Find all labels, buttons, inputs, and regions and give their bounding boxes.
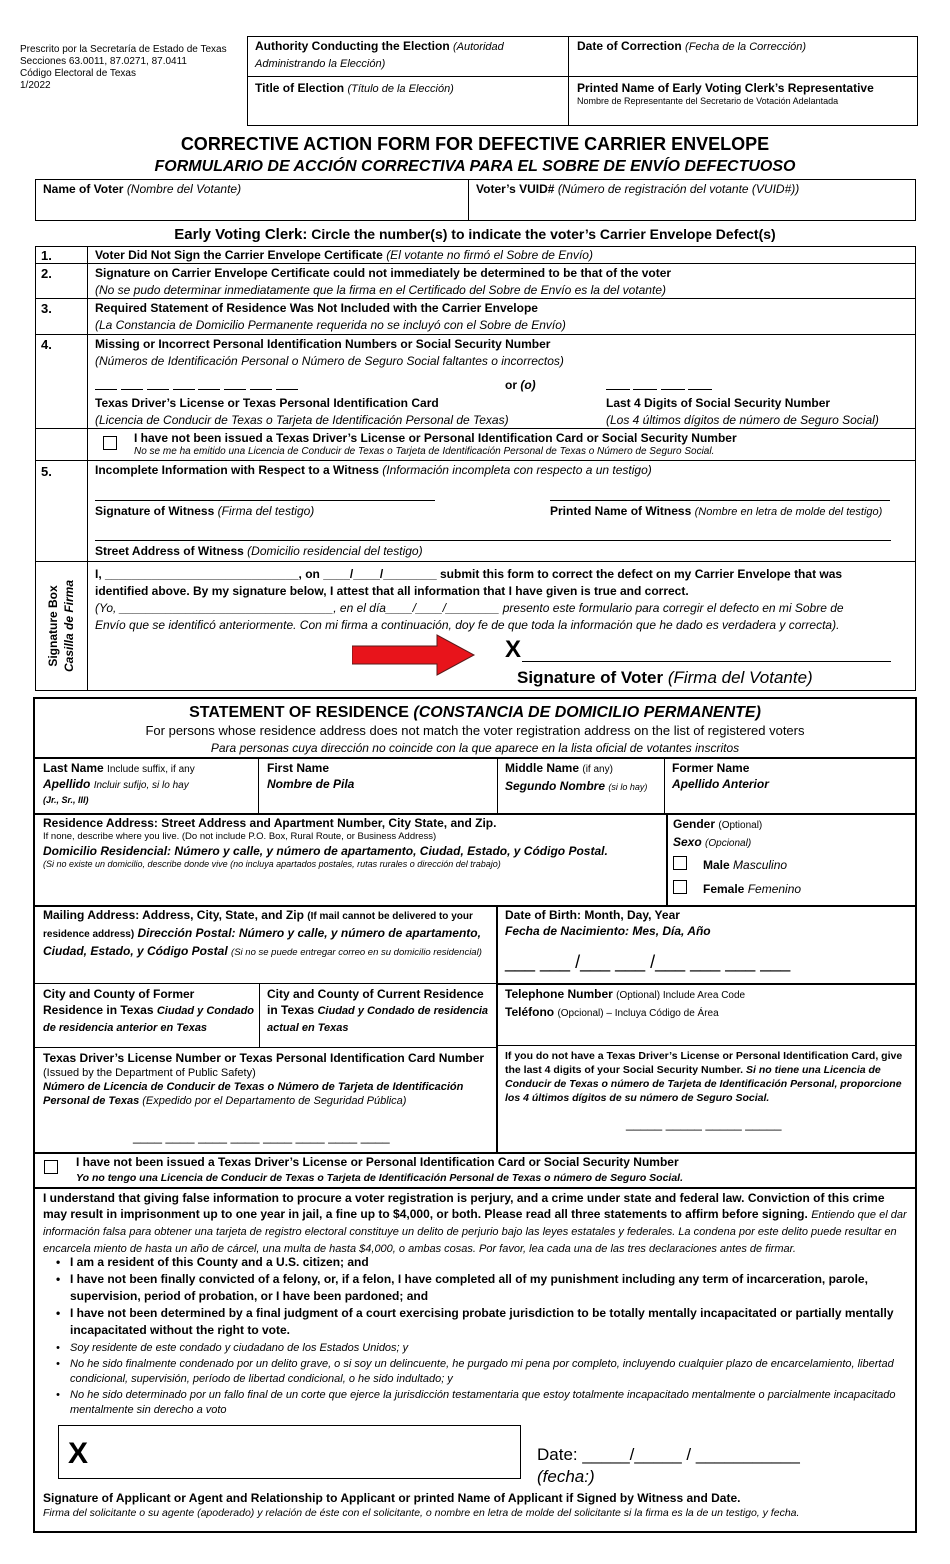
residence-address-field[interactable] xyxy=(43,815,663,870)
witness-addr-en: Street Address of Witness xyxy=(95,544,244,558)
arrow-icon xyxy=(352,633,476,677)
first-name-field[interactable] xyxy=(267,760,354,792)
dob-es: Fecha de Nacimiento: Mes, Día, Año xyxy=(505,924,711,938)
perjury-es: Entiendo que el dar información falsa para obtener una tarjeta de registro electoral constituye un delito de perjurio bajo las leyes estatales y federales. La condena por este delito puede resultar en encarcela miento de hasta un año de cárcel, una multa de hasta $4,000, o ambas cosas. Por favor, lea cada una de las tres declaraciones antes de firmar. xyxy=(43,1209,907,1255)
applicant-signature-box[interactable] xyxy=(58,1425,521,1479)
not-issued-en: I have not been issued a Texas Driver’s License or Personal Identification Card or Social Security Number xyxy=(134,431,737,445)
defect-1-es: (El votante no firmó el Sobre de Envío) xyxy=(386,248,593,262)
clerk-representative-field[interactable] xyxy=(577,80,915,107)
middle-name-es-note: (si lo hay) xyxy=(608,782,648,792)
affirmation-item: • I am a resident of this County and a U.S. citizen; and xyxy=(50,1254,910,1271)
female-label: Female xyxy=(703,882,745,896)
affirmation-item-es: • Soy residente de este condado y ciudadano de los Estados Unidos; y xyxy=(50,1341,910,1357)
defect-3-es: (La Constancia de Domicilio Permanente requerida no se incluyó con el Sobre de Envío) xyxy=(95,318,566,332)
witness-sig-es: (Firma del testigo) xyxy=(217,504,315,518)
witness-signature-label xyxy=(95,503,314,519)
male-es: Masculino xyxy=(733,858,788,872)
phone-label: Telephone Number xyxy=(505,987,613,1001)
female-checkbox[interactable] xyxy=(673,880,687,894)
date-field[interactable] xyxy=(537,1444,800,1466)
gender-note: (Optional) xyxy=(718,820,763,831)
mail-note: (If mail cannot be delivered to your residence address) xyxy=(43,911,473,940)
first-name-es: Nombre de Pila xyxy=(267,777,355,791)
side-label-en: Signature Box xyxy=(46,585,60,667)
defect-3-en: Required Statement of Residence Was Not Included with the Carrier Envelope xyxy=(95,301,538,315)
witness-name-label xyxy=(550,503,882,520)
attest-en-2: identified above. By my signature below, I attest that all information that I have given is true and correct. xyxy=(95,584,689,598)
title-election-label: Title of Election xyxy=(255,81,345,95)
last-name-es: Apellido xyxy=(43,777,91,791)
form-title-es: FORMULARIO DE ACCIÓN CORRECTIVA PARA EL SOBRE DE ENVÍO DEFECTUOSO xyxy=(154,158,796,175)
dob-field[interactable] xyxy=(505,907,711,939)
applicant-signature-label-es: Firma del solicitante o su agente (apoderado) y relación de éste con el solicitante, o nombre en letra de molde del solicitante si la firma es la de un testigo, y fecha. xyxy=(43,1507,800,1519)
phone-note: (Optional) Include Area Code xyxy=(616,990,746,1001)
dl-number-note: (Issued by the Department of Public Safety) xyxy=(43,1067,256,1079)
female-option xyxy=(703,881,801,897)
prescribed-line: 1/2022 xyxy=(20,80,51,91)
perjury-en: I understand that giving false information to procure a voter registration is perjury, and a crime under state and federal law. Conviction of this crime may result in imprisonment up to one year in jail, a fine up to $4,000, or both. Please read all three statements to affirm before signing. xyxy=(43,1191,885,1221)
authority-label-es: (Autoridad Administrando la Elección) xyxy=(255,41,504,70)
defect-number-4[interactable]: 4. xyxy=(41,337,52,352)
dob-label: Date of Birth: Month, Day, Year xyxy=(505,908,680,922)
prescribed-line: Prescrito por la Secretaría de Estado de Texas xyxy=(20,44,227,55)
prescribed-block xyxy=(20,44,240,92)
dl-label-es: (Licencia de Conducir de Texas o Tarjeta de Identificación Personal de Texas) xyxy=(95,413,509,427)
prescribed-line: Secciones 63.0011, 87.0271, 87.0411 xyxy=(20,56,187,67)
witness-addr-es: (Domicilio residencial del testigo) xyxy=(247,544,423,558)
voter-sig-en: Signature of Voter xyxy=(517,668,664,687)
affirmation-item-es: • No he sido determinado por un fallo final de un corte que ejerce la jurisdicción testamentaria que estoy totalmente incapacitado mentalmente o parcialmente incapacitado mentalmente sin derecho a voto xyxy=(50,1388,910,1419)
dl-number-blanks[interactable] xyxy=(95,378,298,394)
dob-blanks[interactable]: ___ ___ /___ ___ /___ ___ ___ ___ xyxy=(505,952,791,972)
last-name-note: Include suffix, if any xyxy=(107,764,195,775)
voter-signature-line[interactable] xyxy=(522,661,891,662)
former-name-label: Former Name xyxy=(672,761,750,775)
defect-2-en: Signature on Carrier Envelope Certificate could not immediately be determined to be that of the voter xyxy=(95,266,672,280)
current-city-county-field[interactable] xyxy=(267,986,492,1036)
former-name-field[interactable] xyxy=(672,760,769,792)
former-city-es: Ciudad y Condado de residencia anterior en Texas xyxy=(43,1005,255,1034)
mail-note-es: (Si no se puede entregar correo en su domicilio residencial) xyxy=(231,947,482,958)
attest-en-1[interactable]: I, _____________________________, on ____/____/________ submit this form to correct the defect on my Carrier Envelope that was xyxy=(95,567,843,581)
date-label: Date: xyxy=(537,1445,578,1464)
res-label: Residence Address: Street Address and Apartment Number, City State, and Zip. xyxy=(43,816,497,830)
witness-name-line[interactable] xyxy=(550,500,890,501)
former-city-label: City and County of Former Residence in Texas xyxy=(43,987,195,1017)
witness-name-en: Printed Name of Witness xyxy=(550,504,692,518)
gender-field xyxy=(673,816,762,852)
former-name-es: Apellido Anterior xyxy=(672,777,769,791)
or-es: (o) xyxy=(520,378,536,392)
ssn-digit-blanks[interactable] xyxy=(606,378,712,394)
phone-es: Teléfono xyxy=(505,1005,555,1019)
authority-label: Authority Conducting the Election xyxy=(255,39,450,53)
voter-signature-label xyxy=(517,667,813,689)
ssn-label: Last 4 Digits of Social Security Number xyxy=(606,396,831,410)
defect-4-es: (Números de Identificación Personal o Número de Seguro Social faltantes o incorrectos) xyxy=(95,354,564,368)
voter-sig-es: (Firma del Votante) xyxy=(667,668,813,687)
res-note-es: (Si no existe un domicilio, describe donde vive (no incluya apartados postales, rutas rurales o dirección del trabajo) xyxy=(43,859,501,869)
defect-number-5[interactable]: 5. xyxy=(41,464,52,479)
witness-sig-en: Signature of Witness xyxy=(95,504,215,518)
ssn-instruction: If you do not have a Texas Driver’s License or Personal Identification Card, give the last 4 digits of your Social Security Number. xyxy=(505,1050,903,1076)
voter-signature-x: X xyxy=(505,636,522,663)
last-name-field[interactable] xyxy=(43,760,253,806)
defect-number-3[interactable]: 3. xyxy=(41,301,52,316)
date-correction-label: Date of Correction xyxy=(577,39,682,53)
male-checkbox[interactable] xyxy=(673,856,687,870)
not-issued-checkbox-2[interactable] xyxy=(44,1160,58,1174)
not-issued-es: No se me ha emitido una Licencia de Conducir de Texas o Tarjeta de Identificación Personal de Texas o Número de Seguro Social. xyxy=(134,446,715,457)
form-title: CORRECTIVE ACTION FORM FOR DEFECTIVE CARRIER ENVELOPE xyxy=(180,134,770,154)
middle-name-es: Segundo Nombre xyxy=(505,779,606,793)
mailing-address-field[interactable] xyxy=(43,907,493,961)
affirmation-item-es: • No he sido finalmente condenado por un delito grave, o si soy un delincuente, he purgado mi pena por completo, incluyendo cualquier plazo de encarcelamiento, libertad condicional, supervisión, período de libertad condicional, o he sido indultado; y xyxy=(50,1357,910,1388)
witness-address-label xyxy=(95,543,423,559)
attest-es-2: Envío que se identificó anteriormente. Con mi firma a continuación, doy fe de que toda la información que he dado es verdadera y correcta). xyxy=(95,618,840,632)
ssn-instruction-es: Si no tiene una Licencia de Conducir de Texas o número de Tarjeta de Identificación Personal, proporcione los 4 últimos dígitos de su número de Seguro Social. xyxy=(505,1064,902,1104)
defect-5-es: (Información incompleta con respecto a un testigo) xyxy=(382,463,652,477)
defect-2-es: (No se pudo determinar inmediatamente que la firma en el Certificado del Sobre de Envío es la del votante) xyxy=(95,283,666,297)
affirmation-list-es xyxy=(50,1341,910,1419)
current-city-es: Ciudad y Condado de residencia actual en Texas xyxy=(267,1005,489,1034)
dl-number-es: Número de Licencia de Conducir de Texas o Número de Tarjeta de Identificación Personal de Texas xyxy=(43,1081,464,1107)
date-of-correction-field[interactable] xyxy=(577,38,912,55)
witness-address-line[interactable] xyxy=(95,540,891,541)
mail-label-es: Dirección Postal: Número y calle, y número de apartamento, Ciudad, Estado, y Código Postal xyxy=(43,926,481,958)
not-issued-es-2: Yo no tengo una Licencia de Conducir de Texas o Tarjeta de Identificación Personal de Texas o número de Seguro Social. xyxy=(76,1172,684,1184)
applicant-signature-x: X xyxy=(68,1437,89,1470)
clerk-instruction-text: Circle the number(s) to indicate the voter’s Carrier Envelope Defect(s) xyxy=(311,226,776,242)
defect-number-2[interactable]: 2. xyxy=(41,266,52,281)
male-option xyxy=(703,857,787,873)
clerk-label: Early Voting Clerk: xyxy=(174,226,308,243)
gender-es-note: (Opcional) xyxy=(705,838,752,849)
last-name-es-note: Incluir sufijo, si lo hay xyxy=(93,780,189,791)
title-of-election-field[interactable] xyxy=(255,80,560,97)
side-label-es: Casilla de Firma xyxy=(62,579,76,673)
dl-digit-blanks[interactable]: ____ ____ ____ ____ ____ ____ ____ ____ xyxy=(133,1129,390,1144)
affirmation-item: • I have not been finally convicted of a felony, or, if a felon, I have completed all of my punishment including any term of incarceration, parole, supervision, period of probation, or I have been pardoned; and xyxy=(50,1271,910,1305)
statement-title xyxy=(0,703,950,723)
dl-number-field[interactable] xyxy=(43,1050,493,1108)
phone-es-note: (Opcional) – Incluya Código de Área xyxy=(557,1008,719,1019)
voter-name-label-es: (Nombre del Votante) xyxy=(126,182,242,196)
current-city-label: City and County of Current Residence in Texas xyxy=(267,987,484,1017)
prescribed-line: Código Electoral de Texas xyxy=(20,68,136,79)
date-correction-label-es: (Fecha de la Corrección) xyxy=(685,41,807,53)
clerk-rep-label: Printed Name of Early Voting Clerk’s Representative xyxy=(577,81,874,95)
clerk-rep-label-es: Nombre de Representante del Secretario de Votación Adelantada xyxy=(577,96,839,106)
dl-label: Texas Driver’s License or Texas Personal Identification Card xyxy=(95,396,439,410)
statement-title-en: STATEMENT OF RESIDENCE xyxy=(189,704,409,721)
statement-title-es: (CONSTANCIA DE DOMICILIO PERMANENTE) xyxy=(413,704,761,721)
perjury-statement xyxy=(43,1190,911,1257)
female-es: Femenino xyxy=(747,882,802,896)
mail-label: Mailing Address: Address, City, State, and Zip xyxy=(43,908,304,922)
voter-vuid-field[interactable] xyxy=(476,181,799,197)
affirmation-list-en xyxy=(50,1254,910,1339)
ssn-digit-blanks-2[interactable]: _____ _____ _____ _____ xyxy=(626,1116,782,1131)
middle-name-note: (if any) xyxy=(582,764,613,775)
voter-name-field[interactable] xyxy=(43,181,241,197)
gender-label: Gender xyxy=(673,817,716,831)
ssn-field[interactable] xyxy=(505,1049,910,1105)
statement-sub-es: Para personas cuya dirección no coincide con la que aparece en la lista oficial de votantes inscritos xyxy=(210,741,740,755)
defect-1-en: Voter Did Not Sign the Carrier Envelope Certificate xyxy=(95,248,383,262)
former-city-county-field[interactable] xyxy=(43,986,255,1036)
vuid-label-es: (Número de registración del votante (VUID#)) xyxy=(557,182,800,196)
witness-name-es: (Nombre en letra de molde del testigo) xyxy=(694,506,883,518)
defect-5-en: Incomplete Information with Respect to a Witness xyxy=(95,463,379,477)
ssn-label-es: (Los 4 últimos dígitos de número de Seguro Social) xyxy=(606,413,879,427)
res-label-es: Domicilio Residencial: Número y calle, y número de apartamento, Ciudad, Estado, y Código Postal. xyxy=(43,844,608,858)
defect-number-1[interactable]: 1. xyxy=(41,248,52,263)
date-blanks: _____/_____ / ___________ xyxy=(582,1445,800,1464)
affirmation-item: • I have not been determined by a final judgment of a court exercising probate jurisdiction to be totally mentally incapacitated or partially mentally incapacitated without the right to vote. xyxy=(50,1305,910,1339)
middle-name-field[interactable] xyxy=(505,760,647,795)
not-issued-checkbox[interactable] xyxy=(103,436,117,450)
attest-es-1[interactable]: (Yo, ________________________________, en el día____/____/________ presento este formulario para corregir el defecto en mi Sobre de xyxy=(95,601,844,615)
defect-4-en: Missing or Incorrect Personal Identification Numbers or Social Security Number xyxy=(95,337,551,351)
not-issued-en-2: I have not been issued a Texas Driver’s License or Personal Identification Card or Social Security Number xyxy=(76,1155,679,1169)
defect-1-text xyxy=(95,247,593,263)
witness-signature-line[interactable] xyxy=(95,500,435,501)
statement-sub-en: For persons whose residence address does not match the voter registration address on the list of registered voters xyxy=(145,723,805,738)
voter-name-label: Name of Voter xyxy=(43,182,124,196)
vuid-label: Voter’s VUID# xyxy=(476,182,555,196)
authority-field[interactable] xyxy=(255,38,560,72)
telephone-field[interactable] xyxy=(505,986,745,1022)
res-note: If none, describe where you live. (Do not include P.O. Box, Rural Route, or Business Address) xyxy=(43,831,437,842)
gender-es: Sexo xyxy=(673,835,702,849)
dl-number-es-note: (Expedido por el Departamento de Seguridad Pública) xyxy=(142,1095,407,1107)
dl-number-label: Texas Driver’s License Number or Texas Personal Identification Card Number xyxy=(43,1051,485,1065)
suffix-examples: (Jr., Sr., III) xyxy=(43,795,89,805)
last-name-label: Last Name xyxy=(43,761,104,775)
first-name-label: First Name xyxy=(267,761,330,775)
date-label-es: (fecha:) xyxy=(537,1467,595,1486)
male-label: Male xyxy=(703,858,730,872)
or-label xyxy=(505,377,536,393)
middle-name-label: Middle Name xyxy=(505,761,580,775)
or-en: or xyxy=(505,378,517,392)
title-election-label-es: (Título de la Elección) xyxy=(347,83,454,95)
applicant-signature-label: Signature of Applicant or Agent and Relationship to Applicant or printed Name of Applicant if Signed by Witness and Date. xyxy=(43,1491,741,1505)
defect-5-text xyxy=(95,462,652,478)
signature-box-side-label xyxy=(36,562,87,690)
clerk-instruction xyxy=(0,225,950,244)
